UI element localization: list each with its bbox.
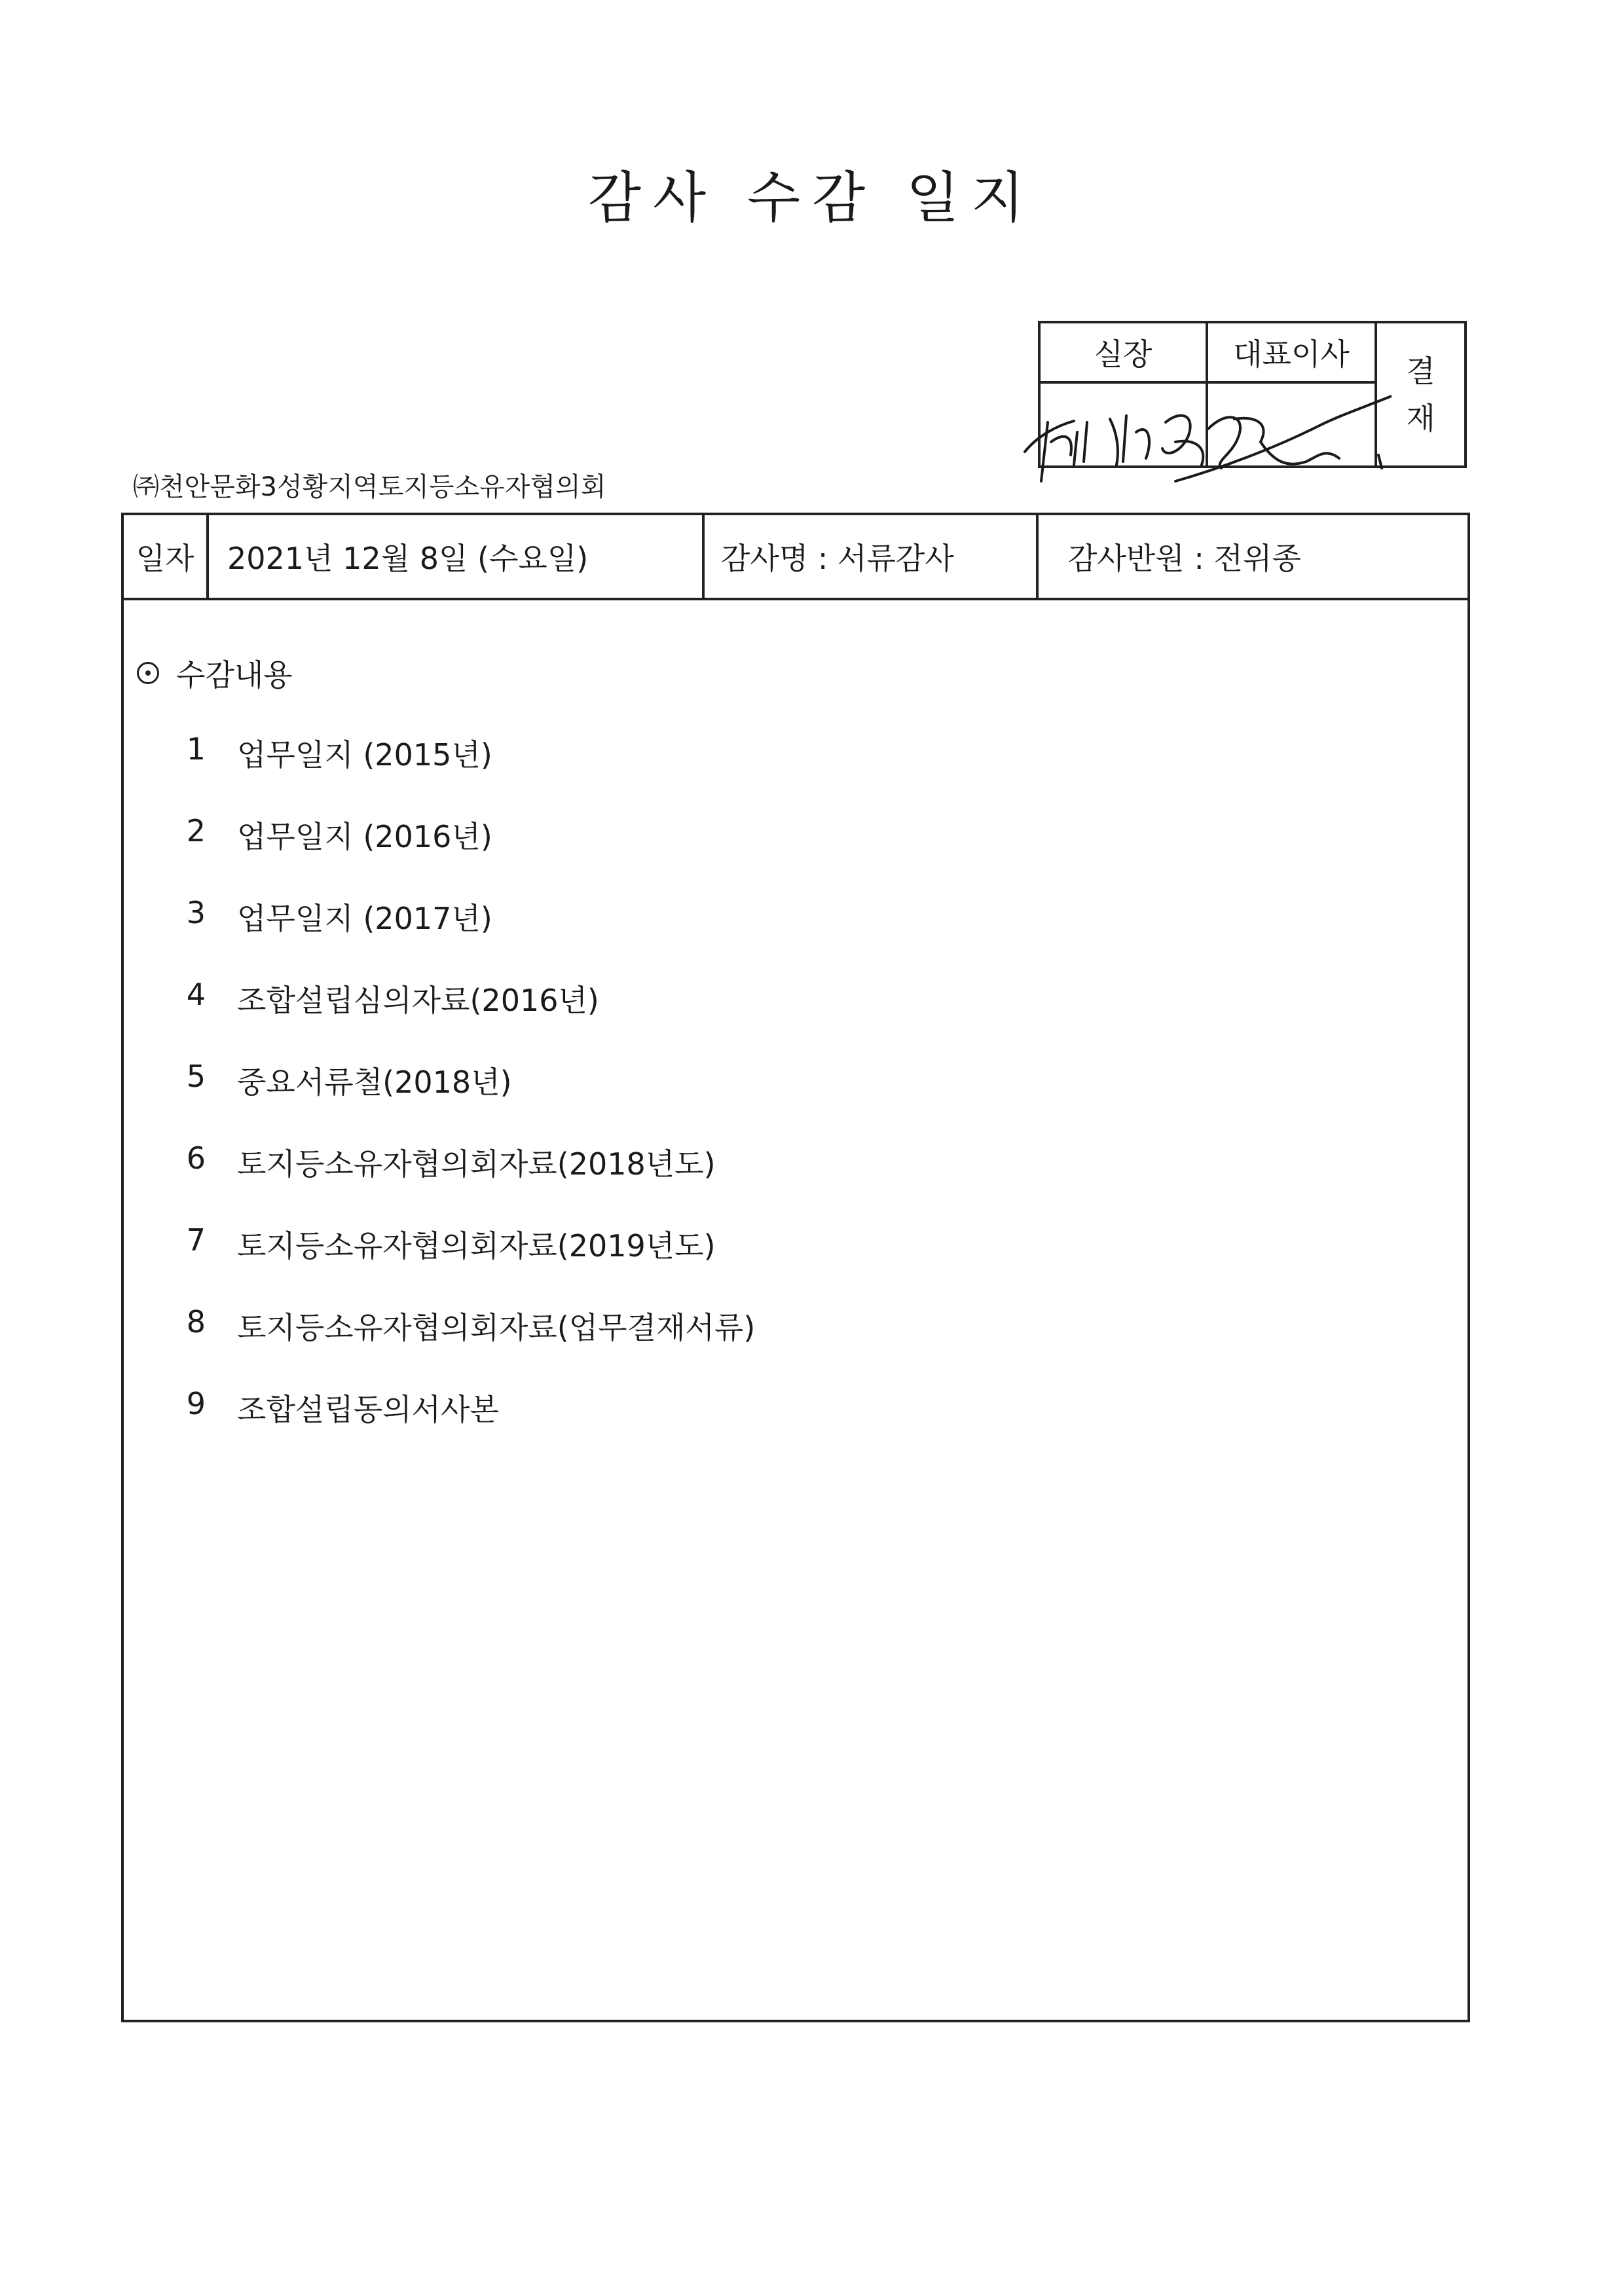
item-number: 9 xyxy=(186,1386,206,1421)
audit-member: 감사반원 : 전위종 xyxy=(1068,541,1301,576)
list-item xyxy=(124,977,1433,1059)
item-number: 8 xyxy=(186,1304,206,1339)
list-item xyxy=(124,731,1433,813)
item-text: 토지등소유자협의회자료(2018년도) xyxy=(237,1146,716,1182)
audit-name: 감사명 : 서류감사 xyxy=(705,515,1039,598)
list-item xyxy=(124,1140,1433,1222)
organization-name: ㈜천안문화3성황지역토지등소유자협의회 xyxy=(133,472,606,502)
content-heading-label: 수감내용 xyxy=(176,657,293,693)
item-number: 6 xyxy=(186,1140,206,1176)
item-text: 토지등소유자협의회자료(업무결재서류) xyxy=(237,1310,756,1345)
approval-header-ceo: 대표이사 xyxy=(1208,323,1377,384)
item-text: 업무일지 (2017년) xyxy=(237,901,492,936)
audit-log-table xyxy=(121,513,1470,2022)
approval-header-manager: 실장 xyxy=(1041,323,1208,384)
list-item xyxy=(124,813,1433,895)
item-number: 7 xyxy=(186,1222,206,1258)
date-value: 2021년 12월 8일 (수요일) xyxy=(209,515,705,598)
item-number: 5 xyxy=(186,1059,206,1094)
item-number: 4 xyxy=(186,977,206,1012)
date-label: 일자 xyxy=(124,515,209,598)
list-item xyxy=(124,1059,1433,1140)
content-heading xyxy=(137,651,293,695)
approval-side-bottom: 재 xyxy=(1406,400,1435,436)
list-item xyxy=(124,1222,1433,1304)
item-number: 3 xyxy=(186,895,206,930)
circle-dot-icon xyxy=(137,662,159,684)
item-text: 조합설립동의서사본 xyxy=(237,1392,499,1427)
table-header-row xyxy=(124,515,1467,600)
item-number: 1 xyxy=(186,731,206,767)
document-title: 감사 수감 일지 xyxy=(587,166,1037,230)
handwritten-signature xyxy=(1012,370,1392,494)
list-item xyxy=(124,1386,1433,1468)
list-item xyxy=(124,1304,1433,1386)
item-number: 2 xyxy=(186,813,206,848)
item-text: 토지등소유자협의회자료(2019년도) xyxy=(237,1228,716,1264)
item-text: 업무일지 (2016년) xyxy=(237,819,492,854)
item-text: 중요서류철(2018년) xyxy=(237,1065,512,1100)
item-text: 업무일지 (2015년) xyxy=(237,737,492,773)
list-item xyxy=(124,895,1433,977)
item-text: 조합설립심의자료(2016년) xyxy=(237,983,599,1018)
approval-side-top: 결 xyxy=(1406,353,1435,389)
audit-item-list xyxy=(124,731,1433,1468)
